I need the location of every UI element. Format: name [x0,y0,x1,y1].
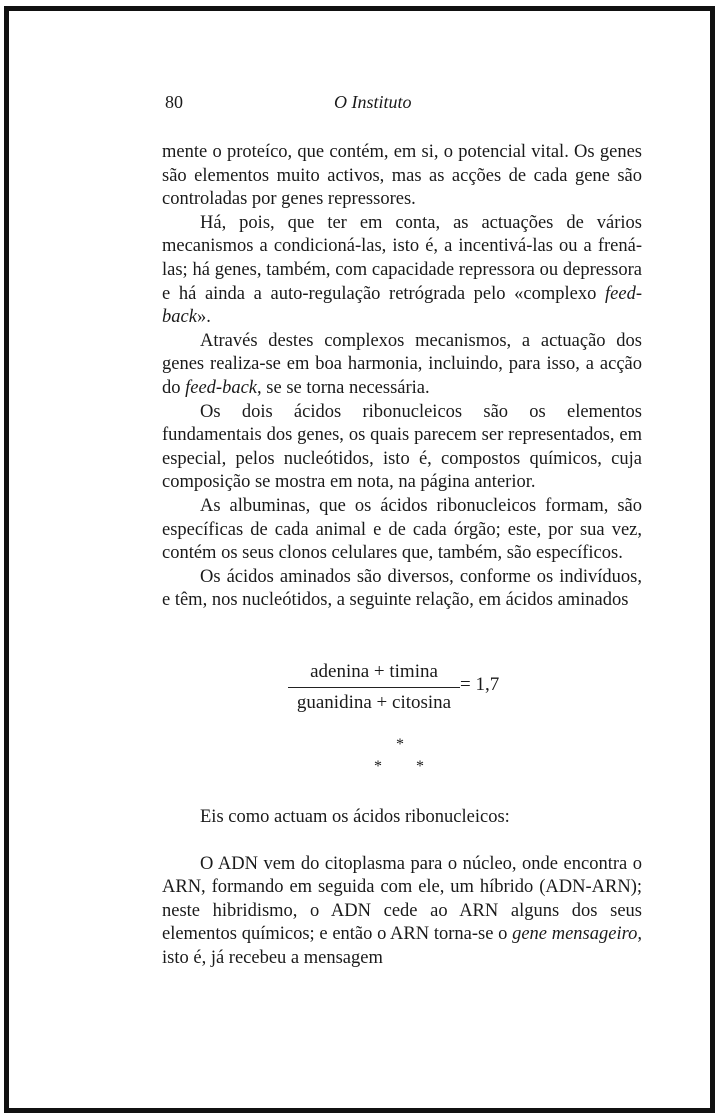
ratio-formula [288,660,528,720]
formula-numerator: adenina + timina [310,661,438,682]
text-run: Eis como actuam os ácidos ribonucleicos: [200,807,510,827]
text-run: As albuminas, que os ácidos ribonucleicos formam, são específicas de cada animal e de cada órgão; este, por sua vez, contém os seus clonos celulares que, também, são específicos. [162,495,642,564]
page-header [162,92,562,114]
separator-star: * [396,736,404,753]
fraction-bar [288,687,460,688]
page-number: 80 [165,92,183,112]
text-run: isto é, já recebeu a mensagem [162,947,383,968]
body-text-continued [162,806,642,971]
text-run: Através destes complexos mecanismos, a actuação dos genes realiza-se em boa harmonia, incluindo, para isso, a acção do [162,330,642,398]
text-run: Os dois ácidos ribonucleicos são os elementos fundamentais dos genes, os quais parecem ser representados, em especial, pelos nucleótidos, isto é, compostos químicos, cuja composição se mostra em nota, na página anterior. [162,401,642,493]
paragraph [162,495,642,566]
section-separator [360,736,440,776]
fraction [288,660,460,715]
formula-result: = 1,7 [460,674,500,695]
paragraph [162,330,642,401]
body-text [162,141,642,613]
paragraph [162,853,642,971]
paragraph [162,401,642,495]
paragraph [162,212,642,330]
italic-term: gene mensageiro, [512,924,642,945]
formula-denominator: guanidina + citosina [296,692,452,713]
paragraph [162,566,642,613]
running-title: O Instituto [334,92,412,112]
paragraph [162,141,642,212]
italic-term: feed-back [162,283,642,328]
text-run: , se se torna necessária. [257,377,430,398]
separator-star: * [416,758,424,775]
text-run: O ADN vem do citoplasma para o núcleo, onde encontra o ARN, formando em seguida com ele, um híbrido (ADN-ARN); neste hibridismo, o ADN cede ao ARN alguns dos seus elementos químicos; e então o ARN torna-se o [162,853,642,945]
text-run: mente o proteíco, que contém, em si, o potencial vital. Os genes são elementos muito activos, mas as acções de cada gene são controladas por genes repressores. [162,142,642,210]
separator-star: * [374,758,382,775]
text-run: Os ácidos aminados são diversos, conforme os indivíduos, e têm, nos nucleótidos, a seguinte relação, em ácidos aminados [162,566,642,611]
paragraph [162,806,642,830]
text-run: ». [196,307,211,328]
text-run: Há, pois, que ter em conta, as actuações de vários mecanismos a condicioná-las, isto é, a incentivá-las ou a frená-las; há genes, também, com capacidade repressora ou depressora e há ainda a auto-regulação retrógrada pelo «complexo [162,212,642,304]
italic-term: feed-back [185,377,258,398]
